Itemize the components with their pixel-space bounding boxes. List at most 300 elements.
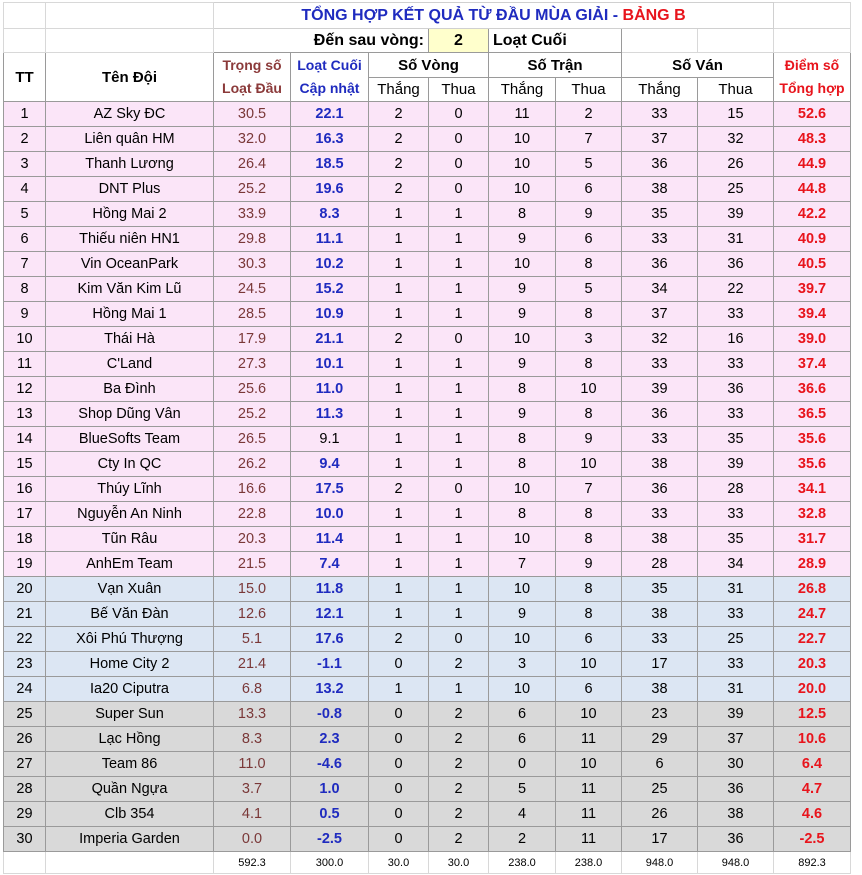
cell-games-loss[interactable]: 38: [698, 802, 774, 827]
cell-tt[interactable]: 1: [4, 102, 46, 127]
cell-rounds-win[interactable]: 2: [369, 627, 429, 652]
cell-matches-win[interactable]: 8: [489, 427, 556, 452]
cell-rounds-win[interactable]: 1: [369, 352, 429, 377]
cell-games-loss[interactable]: 36: [698, 777, 774, 802]
cell-update[interactable]: 13.2: [291, 677, 369, 702]
cell-matches-win[interactable]: 10: [489, 627, 556, 652]
cell-tt[interactable]: 5: [4, 202, 46, 227]
cell-matches-win[interactable]: 10: [489, 252, 556, 277]
cell-tt[interactable]: 19: [4, 552, 46, 577]
cell-weight[interactable]: 21.5: [214, 552, 291, 577]
cell-team[interactable]: Tũn Râu: [46, 527, 214, 552]
cell-update[interactable]: 17.6: [291, 627, 369, 652]
cell-weight[interactable]: 0.0: [214, 827, 291, 852]
cell-rounds-loss[interactable]: 1: [429, 402, 489, 427]
cell-rounds-win[interactable]: 1: [369, 552, 429, 577]
cell-matches-win[interactable]: 9: [489, 602, 556, 627]
cell-weight[interactable]: 25.2: [214, 177, 291, 202]
cell-matches-loss[interactable]: 5: [556, 152, 622, 177]
total-update[interactable]: 300.0: [291, 852, 369, 874]
cell-update[interactable]: 16.3: [291, 127, 369, 152]
cell-games-win[interactable]: 38: [622, 452, 698, 477]
cell-games-win[interactable]: 38: [622, 527, 698, 552]
cell-total[interactable]: 39.7: [774, 277, 851, 302]
cell-tt[interactable]: 21: [4, 602, 46, 627]
cell-update[interactable]: 11.8: [291, 577, 369, 602]
cell-update[interactable]: -1.1: [291, 652, 369, 677]
cell-matches-loss[interactable]: 6: [556, 177, 622, 202]
cell-rounds-win[interactable]: 1: [369, 527, 429, 552]
cell-weight[interactable]: 3.7: [214, 777, 291, 802]
cell-tt[interactable]: 24: [4, 677, 46, 702]
cell-rounds-loss[interactable]: 0: [429, 327, 489, 352]
cell-rounds-win[interactable]: 0: [369, 777, 429, 802]
cell-update[interactable]: 9.4: [291, 452, 369, 477]
cell-matches-loss[interactable]: 10: [556, 452, 622, 477]
cell-games-loss[interactable]: 35: [698, 527, 774, 552]
cell-rounds-win[interactable]: 1: [369, 427, 429, 452]
cell-matches-loss[interactable]: 8: [556, 577, 622, 602]
cell-rounds-loss[interactable]: 0: [429, 102, 489, 127]
cell-total[interactable]: 20.3: [774, 652, 851, 677]
cell-team[interactable]: BlueSofts Team: [46, 427, 214, 452]
cell-tt[interactable]: 18: [4, 527, 46, 552]
cell-matches-loss[interactable]: 11: [556, 827, 622, 852]
cell-tt[interactable]: 14: [4, 427, 46, 452]
cell-games-loss[interactable]: 26: [698, 152, 774, 177]
cell-matches-loss[interactable]: 10: [556, 377, 622, 402]
cell-games-win[interactable]: 37: [622, 302, 698, 327]
cell-tt[interactable]: 4: [4, 177, 46, 202]
cell-rounds-win[interactable]: 1: [369, 302, 429, 327]
cell-rounds-win[interactable]: 1: [369, 252, 429, 277]
cell-games-win[interactable]: 38: [622, 602, 698, 627]
cell-matches-loss[interactable]: 8: [556, 602, 622, 627]
cell-rounds-win[interactable]: 1: [369, 277, 429, 302]
cell-rounds-loss[interactable]: 0: [429, 127, 489, 152]
header-rounds-loss[interactable]: Thua: [429, 78, 489, 102]
cell-weight[interactable]: 13.3: [214, 702, 291, 727]
cell-rounds-win[interactable]: 0: [369, 702, 429, 727]
cell-team[interactable]: Clb 354: [46, 802, 214, 827]
cell-team[interactable]: Team 86: [46, 752, 214, 777]
cell-total[interactable]: 20.0: [774, 677, 851, 702]
cell-total[interactable]: 26.8: [774, 577, 851, 602]
cell-weight[interactable]: 4.1: [214, 802, 291, 827]
cell-matches-win[interactable]: 7: [489, 552, 556, 577]
cell-matches-loss[interactable]: 7: [556, 477, 622, 502]
cell-matches-win[interactable]: 9: [489, 227, 556, 252]
cell-rounds-loss[interactable]: 2: [429, 827, 489, 852]
cell-matches-win[interactable]: 8: [489, 202, 556, 227]
cell-tt[interactable]: 26: [4, 727, 46, 752]
cell-total[interactable]: 35.6: [774, 427, 851, 452]
cell-matches-win[interactable]: 2: [489, 827, 556, 852]
cell-weight[interactable]: 17.9: [214, 327, 291, 352]
cell-matches-win[interactable]: 3: [489, 652, 556, 677]
header-team[interactable]: Tên Đội: [46, 53, 214, 102]
cell-games-loss[interactable]: 33: [698, 352, 774, 377]
cell-games-win[interactable]: 38: [622, 677, 698, 702]
header-score[interactable]: [774, 53, 851, 102]
cell-matches-loss[interactable]: 9: [556, 427, 622, 452]
header-games-win[interactable]: Thắng: [622, 78, 698, 102]
blank-cell[interactable]: [774, 29, 851, 53]
cell-team[interactable]: Ba Đình: [46, 377, 214, 402]
cell-total[interactable]: 22.7: [774, 627, 851, 652]
cell-games-win[interactable]: 38: [622, 177, 698, 202]
cell-matches-win[interactable]: 5: [489, 777, 556, 802]
cell-team[interactable]: Thiếu niên HN1: [46, 227, 214, 252]
cell-update[interactable]: 12.1: [291, 602, 369, 627]
cell-update[interactable]: -0.8: [291, 702, 369, 727]
cell-rounds-win[interactable]: 0: [369, 652, 429, 677]
cell-total[interactable]: 34.1: [774, 477, 851, 502]
cell-weight[interactable]: 6.8: [214, 677, 291, 702]
cell-weight[interactable]: 28.5: [214, 302, 291, 327]
cell-matches-loss[interactable]: 5: [556, 277, 622, 302]
cell-rounds-loss[interactable]: 2: [429, 652, 489, 677]
cell-rounds-loss[interactable]: 1: [429, 577, 489, 602]
cell-team[interactable]: DNT Plus: [46, 177, 214, 202]
cell-tt[interactable]: 13: [4, 402, 46, 427]
cell-rounds-loss[interactable]: 1: [429, 352, 489, 377]
cell-update[interactable]: 2.3: [291, 727, 369, 752]
cell-weight[interactable]: 22.8: [214, 502, 291, 527]
cell-team[interactable]: Thái Hà: [46, 327, 214, 352]
cell-weight[interactable]: 26.5: [214, 427, 291, 452]
header-matches-loss[interactable]: Thua: [556, 78, 622, 102]
cell-games-loss[interactable]: 39: [698, 452, 774, 477]
cell-tt[interactable]: 16: [4, 477, 46, 502]
cell-team[interactable]: Kim Văn Kim Lũ: [46, 277, 214, 302]
cell-rounds-win[interactable]: 2: [369, 177, 429, 202]
blank-cell[interactable]: [46, 852, 214, 874]
cell-matches-loss[interactable]: 6: [556, 627, 622, 652]
cell-total[interactable]: 4.7: [774, 777, 851, 802]
cell-rounds-loss[interactable]: 0: [429, 627, 489, 652]
cell-total[interactable]: 44.9: [774, 152, 851, 177]
cell-games-loss[interactable]: 33: [698, 302, 774, 327]
cell-matches-loss[interactable]: 11: [556, 802, 622, 827]
cell-total[interactable]: 32.8: [774, 502, 851, 527]
cell-total[interactable]: 37.4: [774, 352, 851, 377]
cell-matches-loss[interactable]: 8: [556, 252, 622, 277]
cell-weight[interactable]: 15.0: [214, 577, 291, 602]
cell-matches-loss[interactable]: 8: [556, 527, 622, 552]
cell-games-loss[interactable]: 32: [698, 127, 774, 152]
cell-total[interactable]: 4.6: [774, 802, 851, 827]
cell-rounds-win[interactable]: 0: [369, 827, 429, 852]
cell-games-win[interactable]: 28: [622, 552, 698, 577]
cell-matches-win[interactable]: 10: [489, 577, 556, 602]
cell-matches-loss[interactable]: 9: [556, 552, 622, 577]
cell-rounds-win[interactable]: 2: [369, 327, 429, 352]
cell-weight[interactable]: 25.2: [214, 402, 291, 427]
cell-rounds-loss[interactable]: 2: [429, 727, 489, 752]
cell-weight[interactable]: 26.4: [214, 152, 291, 177]
cell-team[interactable]: Quần Ngựa: [46, 777, 214, 802]
cell-matches-win[interactable]: 10: [489, 152, 556, 177]
cell-rounds-loss[interactable]: 1: [429, 602, 489, 627]
cell-matches-loss[interactable]: 8: [556, 352, 622, 377]
cell-update[interactable]: -4.6: [291, 752, 369, 777]
cell-games-loss[interactable]: 33: [698, 502, 774, 527]
cell-rounds-loss[interactable]: 1: [429, 527, 489, 552]
cell-weight[interactable]: 26.2: [214, 452, 291, 477]
cell-team[interactable]: Lạc Hồng: [46, 727, 214, 752]
cell-update[interactable]: 8.3: [291, 202, 369, 227]
cell-matches-win[interactable]: 6: [489, 702, 556, 727]
cell-tt[interactable]: 27: [4, 752, 46, 777]
header-matches[interactable]: Số Trận: [489, 53, 622, 78]
cell-tt[interactable]: 8: [4, 277, 46, 302]
cell-weight[interactable]: 29.8: [214, 227, 291, 252]
cell-total[interactable]: 40.5: [774, 252, 851, 277]
cell-team[interactable]: Vạn Xuân: [46, 577, 214, 602]
cell-rounds-win[interactable]: 2: [369, 127, 429, 152]
cell-rounds-win[interactable]: 1: [369, 577, 429, 602]
cell-tt[interactable]: 7: [4, 252, 46, 277]
cell-games-win[interactable]: 33: [622, 502, 698, 527]
cell-update[interactable]: 17.5: [291, 477, 369, 502]
cell-update[interactable]: 19.6: [291, 177, 369, 202]
cell-weight[interactable]: 33.9: [214, 202, 291, 227]
cell-games-win[interactable]: 26: [622, 802, 698, 827]
cell-weight[interactable]: 16.6: [214, 477, 291, 502]
cell-matches-win[interactable]: 10: [489, 327, 556, 352]
cell-games-loss[interactable]: 37: [698, 727, 774, 752]
cell-matches-win[interactable]: 6: [489, 727, 556, 752]
cell-update[interactable]: 21.1: [291, 327, 369, 352]
cell-tt[interactable]: 10: [4, 327, 46, 352]
cell-games-win[interactable]: 25: [622, 777, 698, 802]
cell-games-win[interactable]: 17: [622, 827, 698, 852]
blank-cell[interactable]: [4, 29, 46, 53]
cell-matches-win[interactable]: 11: [489, 102, 556, 127]
cell-update[interactable]: 0.5: [291, 802, 369, 827]
cell-games-win[interactable]: 36: [622, 477, 698, 502]
cell-games-loss[interactable]: 36: [698, 377, 774, 402]
cell-matches-loss[interactable]: 10: [556, 652, 622, 677]
cell-rounds-loss[interactable]: 1: [429, 377, 489, 402]
cell-update[interactable]: 22.1: [291, 102, 369, 127]
cell-games-loss[interactable]: 31: [698, 677, 774, 702]
cell-total[interactable]: 28.9: [774, 552, 851, 577]
total-weight[interactable]: 592.3: [214, 852, 291, 874]
cell-tt[interactable]: 29: [4, 802, 46, 827]
cell-games-win[interactable]: 6: [622, 752, 698, 777]
cell-tt[interactable]: 20: [4, 577, 46, 602]
cell-matches-win[interactable]: 10: [489, 177, 556, 202]
cell-games-loss[interactable]: 22: [698, 277, 774, 302]
cell-games-loss[interactable]: 30: [698, 752, 774, 777]
cell-team[interactable]: Bế Văn Đàn: [46, 602, 214, 627]
cell-rounds-win[interactable]: 1: [369, 452, 429, 477]
cell-update[interactable]: 18.5: [291, 152, 369, 177]
cell-matches-win[interactable]: 9: [489, 402, 556, 427]
cell-team[interactable]: Vin OceanPark: [46, 252, 214, 277]
cell-total[interactable]: 39.4: [774, 302, 851, 327]
cell-matches-win[interactable]: 10: [489, 527, 556, 552]
cell-rounds-win[interactable]: 1: [369, 502, 429, 527]
cell-rounds-loss[interactable]: 2: [429, 777, 489, 802]
blank-cell[interactable]: [774, 3, 851, 29]
cell-team[interactable]: Xôi Phú Thượng: [46, 627, 214, 652]
cell-matches-loss[interactable]: 2: [556, 102, 622, 127]
header-games-loss[interactable]: Thua: [698, 78, 774, 102]
header-tt[interactable]: TT: [4, 53, 46, 102]
cell-rounds-loss[interactable]: 1: [429, 552, 489, 577]
cell-games-win[interactable]: 36: [622, 402, 698, 427]
total-rl[interactable]: 30.0: [429, 852, 489, 874]
round-label[interactable]: Đến sau vòng:: [214, 29, 429, 53]
cell-tt[interactable]: 2: [4, 127, 46, 152]
cell-games-loss[interactable]: 33: [698, 602, 774, 627]
cell-rounds-loss[interactable]: 1: [429, 202, 489, 227]
cell-games-loss[interactable]: 28: [698, 477, 774, 502]
cell-update[interactable]: 11.3: [291, 402, 369, 427]
cell-rounds-win[interactable]: 0: [369, 802, 429, 827]
cell-matches-loss[interactable]: 9: [556, 202, 622, 227]
cell-tt[interactable]: 23: [4, 652, 46, 677]
header-weight[interactable]: [214, 53, 291, 102]
header-games[interactable]: Số Ván: [622, 53, 774, 78]
cell-weight[interactable]: 25.6: [214, 377, 291, 402]
cell-rounds-loss[interactable]: 1: [429, 427, 489, 452]
cell-matches-loss[interactable]: 3: [556, 327, 622, 352]
cell-matches-win[interactable]: 9: [489, 352, 556, 377]
cell-total[interactable]: 48.3: [774, 127, 851, 152]
cell-tt[interactable]: 9: [4, 302, 46, 327]
cell-matches-loss[interactable]: 7: [556, 127, 622, 152]
cell-matches-win[interactable]: 8: [489, 452, 556, 477]
cell-total[interactable]: 39.0: [774, 327, 851, 352]
total-rw[interactable]: 30.0: [369, 852, 429, 874]
cell-matches-loss[interactable]: 10: [556, 752, 622, 777]
cell-weight[interactable]: 20.3: [214, 527, 291, 552]
cell-total[interactable]: 35.6: [774, 452, 851, 477]
cell-tt[interactable]: 17: [4, 502, 46, 527]
cell-rounds-loss[interactable]: 1: [429, 677, 489, 702]
cell-weight[interactable]: 8.3: [214, 727, 291, 752]
cell-tt[interactable]: 15: [4, 452, 46, 477]
cell-team[interactable]: Hồng Mai 2: [46, 202, 214, 227]
cell-team[interactable]: Home City 2: [46, 652, 214, 677]
cell-matches-win[interactable]: 4: [489, 802, 556, 827]
cell-update[interactable]: 11.0: [291, 377, 369, 402]
cell-matches-win[interactable]: 0: [489, 752, 556, 777]
cell-team[interactable]: Imperia Garden: [46, 827, 214, 852]
cell-games-loss[interactable]: 34: [698, 552, 774, 577]
header-rounds-win[interactable]: Thắng: [369, 78, 429, 102]
cell-team[interactable]: Thanh Lương: [46, 152, 214, 177]
cell-games-loss[interactable]: 33: [698, 402, 774, 427]
cell-matches-win[interactable]: 10: [489, 677, 556, 702]
cell-update[interactable]: 11.1: [291, 227, 369, 252]
cell-matches-win[interactable]: 10: [489, 477, 556, 502]
blank-cell[interactable]: [46, 3, 214, 29]
cell-total[interactable]: 24.7: [774, 602, 851, 627]
total-gl[interactable]: 948.0: [698, 852, 774, 874]
cell-rounds-loss[interactable]: 2: [429, 752, 489, 777]
cell-rounds-win[interactable]: 0: [369, 727, 429, 752]
cell-team[interactable]: Hồng Mai 1: [46, 302, 214, 327]
cell-total[interactable]: 10.6: [774, 727, 851, 752]
cell-weight[interactable]: 24.5: [214, 277, 291, 302]
cell-rounds-loss[interactable]: 2: [429, 702, 489, 727]
cell-rounds-win[interactable]: 1: [369, 602, 429, 627]
cell-update[interactable]: 11.4: [291, 527, 369, 552]
round-after-label[interactable]: Loạt Cuối: [489, 29, 622, 53]
cell-games-win[interactable]: 33: [622, 102, 698, 127]
cell-weight[interactable]: 32.0: [214, 127, 291, 152]
cell-update[interactable]: 15.2: [291, 277, 369, 302]
cell-update[interactable]: 7.4: [291, 552, 369, 577]
blank-cell[interactable]: [698, 29, 774, 53]
cell-tt[interactable]: 11: [4, 352, 46, 377]
cell-matches-win[interactable]: 8: [489, 377, 556, 402]
cell-tt[interactable]: 30: [4, 827, 46, 852]
cell-games-loss[interactable]: 31: [698, 577, 774, 602]
cell-team[interactable]: Liên quân HM: [46, 127, 214, 152]
cell-weight[interactable]: 27.3: [214, 352, 291, 377]
cell-team[interactable]: Cty In QC: [46, 452, 214, 477]
cell-tt[interactable]: 28: [4, 777, 46, 802]
cell-matches-loss[interactable]: 8: [556, 502, 622, 527]
cell-matches-win[interactable]: 10: [489, 127, 556, 152]
cell-team[interactable]: Nguyễn An Ninh: [46, 502, 214, 527]
cell-team[interactable]: Ia20 Ciputra: [46, 677, 214, 702]
cell-matches-win[interactable]: 9: [489, 277, 556, 302]
cell-total[interactable]: 52.6: [774, 102, 851, 127]
cell-rounds-win[interactable]: 1: [369, 377, 429, 402]
header-rounds[interactable]: Số Vòng: [369, 53, 489, 78]
header-update[interactable]: [291, 53, 369, 102]
cell-update[interactable]: -2.5: [291, 827, 369, 852]
total-mw[interactable]: 238.0: [489, 852, 556, 874]
cell-games-win[interactable]: 32: [622, 327, 698, 352]
cell-games-win[interactable]: 35: [622, 577, 698, 602]
cell-games-win[interactable]: 37: [622, 127, 698, 152]
cell-games-loss[interactable]: 31: [698, 227, 774, 252]
sheet-title[interactable]: [214, 3, 774, 29]
cell-rounds-loss[interactable]: 1: [429, 277, 489, 302]
cell-total[interactable]: 44.8: [774, 177, 851, 202]
cell-games-win[interactable]: 36: [622, 152, 698, 177]
total-gw[interactable]: 948.0: [622, 852, 698, 874]
cell-rounds-win[interactable]: 1: [369, 677, 429, 702]
cell-games-loss[interactable]: 33: [698, 652, 774, 677]
cell-games-win[interactable]: 33: [622, 227, 698, 252]
cell-team[interactable]: Super Sun: [46, 702, 214, 727]
cell-matches-win[interactable]: 9: [489, 302, 556, 327]
cell-tt[interactable]: 22: [4, 627, 46, 652]
cell-games-loss[interactable]: 25: [698, 627, 774, 652]
cell-games-loss[interactable]: 39: [698, 202, 774, 227]
cell-matches-loss[interactable]: 8: [556, 402, 622, 427]
cell-tt[interactable]: 6: [4, 227, 46, 252]
total-total[interactable]: 892.3: [774, 852, 851, 874]
cell-total[interactable]: -2.5: [774, 827, 851, 852]
cell-team[interactable]: AnhEm Team: [46, 552, 214, 577]
cell-games-loss[interactable]: 36: [698, 252, 774, 277]
cell-rounds-win[interactable]: 2: [369, 152, 429, 177]
cell-rounds-win[interactable]: 1: [369, 202, 429, 227]
cell-rounds-loss[interactable]: 0: [429, 177, 489, 202]
cell-team[interactable]: Shop Dũng Vân: [46, 402, 214, 427]
cell-games-win[interactable]: 23: [622, 702, 698, 727]
